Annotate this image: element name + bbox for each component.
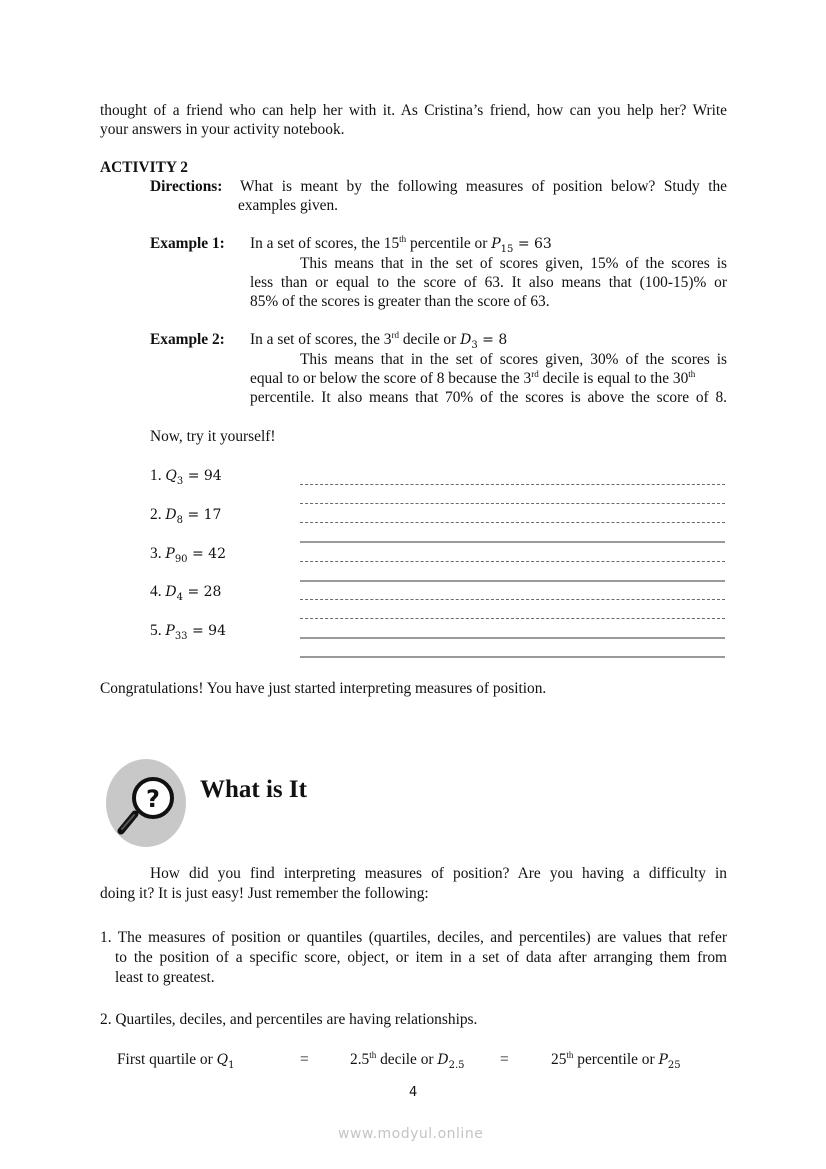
example-2-line-3: equal to or below the score of 8 because the 3rd decile is equal to the 30th [250, 369, 696, 387]
answer-line [300, 503, 725, 504]
answer-line [300, 541, 725, 543]
first-quartile-term: First quartile or $Q_1$ [117, 1051, 235, 1071]
answer-line [300, 522, 725, 523]
exercise-item-1: 1. $Q_3 = 94$ [150, 467, 222, 487]
exercise-item-4: 4. $D_4 = 28$ [150, 583, 222, 603]
equals-sign-1: = [300, 1051, 309, 1068]
section-title: What is It [200, 776, 307, 803]
what-is-it-para-line-2: doing it? It is just easy! Just remember the following: [100, 885, 429, 902]
point-1-line-2: to the position of a specific score, object, or item in a set of data after arranging them from [115, 949, 727, 966]
exercise-item-5: 5. $P_{33} = 94$ [150, 622, 226, 642]
answer-line [300, 618, 725, 619]
congrats-text: Congratulations! You have just started interpreting measures of position. [100, 680, 547, 697]
example-2-formula: $D_3 = 8$ [460, 332, 508, 351]
activity-title: ACTIVITY 2 [100, 159, 188, 176]
intro-line-1: thought of a friend who can help her with it. As Cristina’s friend, how can you help her? Write [100, 102, 727, 119]
decile-term: 2.5th decile or $D_{2.5}$ [350, 1050, 465, 1071]
example-1-line-3: less than or equal to the score of 63. It also means that (100-15)% or [250, 274, 727, 291]
example-1-statement: In a set of scores, the 15th percentile or $P_{15} = 63$ [250, 234, 552, 255]
answer-line [300, 580, 725, 582]
answer-line [300, 484, 725, 485]
try-it-prompt: Now, try it yourself! [150, 428, 276, 445]
point-1-line-1: 1. The measures of position or quantiles (quartiles, deciles, and percentiles) are values that refer [100, 929, 727, 946]
point-1-line-3: least to greatest. [115, 969, 215, 986]
answer-line [300, 656, 725, 658]
magnifier-question-icon [105, 758, 187, 848]
example-1-line-4: 85% of the scores is greater than the score of 63. [250, 293, 550, 310]
example-2-line-4: percentile. It also means that 70% of the scores is above the score of 8. [250, 389, 727, 406]
svg-text:?: ? [146, 785, 160, 813]
example-1-formula: $P_{15} = 63$ [491, 236, 552, 255]
answer-line [300, 637, 725, 639]
example-2-label: Example 2: [150, 331, 225, 348]
directions-text-1: What is meant by the following measures of position below? Study the [240, 178, 727, 195]
example-1-line-2: This means that in the set of scores given, 15% of the scores is [300, 255, 727, 272]
watermark: www.modyul.online [338, 1126, 484, 1142]
exercise-item-3: 3. $P_{90} = 42$ [150, 545, 226, 565]
example-2-statement: In a set of scores, the 3rd decile or $D_3 = 8$ [250, 330, 508, 351]
answer-line [300, 599, 725, 600]
equals-sign-2: = [500, 1051, 509, 1068]
exercise-item-2: 2. $D_8 = 17$ [150, 506, 222, 526]
intro-line-2: your answers in your activity notebook. [100, 121, 345, 138]
answer-line [300, 561, 725, 562]
example-1-label: Example 1: [150, 235, 225, 252]
directions-text-2: examples given. [238, 197, 339, 214]
directions-label: Directions: [150, 178, 223, 195]
point-2: 2. Quartiles, deciles, and percentiles are having relationships. [100, 1011, 478, 1028]
page-number: 4 [409, 1085, 418, 1100]
percentile-term: 25th percentile or $P_{25}$ [551, 1050, 681, 1071]
what-is-it-para-line-1: How did you find interpreting measures of position? Are you having a difficulty in [150, 865, 727, 882]
example-2-line-2: This means that in the set of scores given, 30% of the scores is [300, 351, 727, 368]
